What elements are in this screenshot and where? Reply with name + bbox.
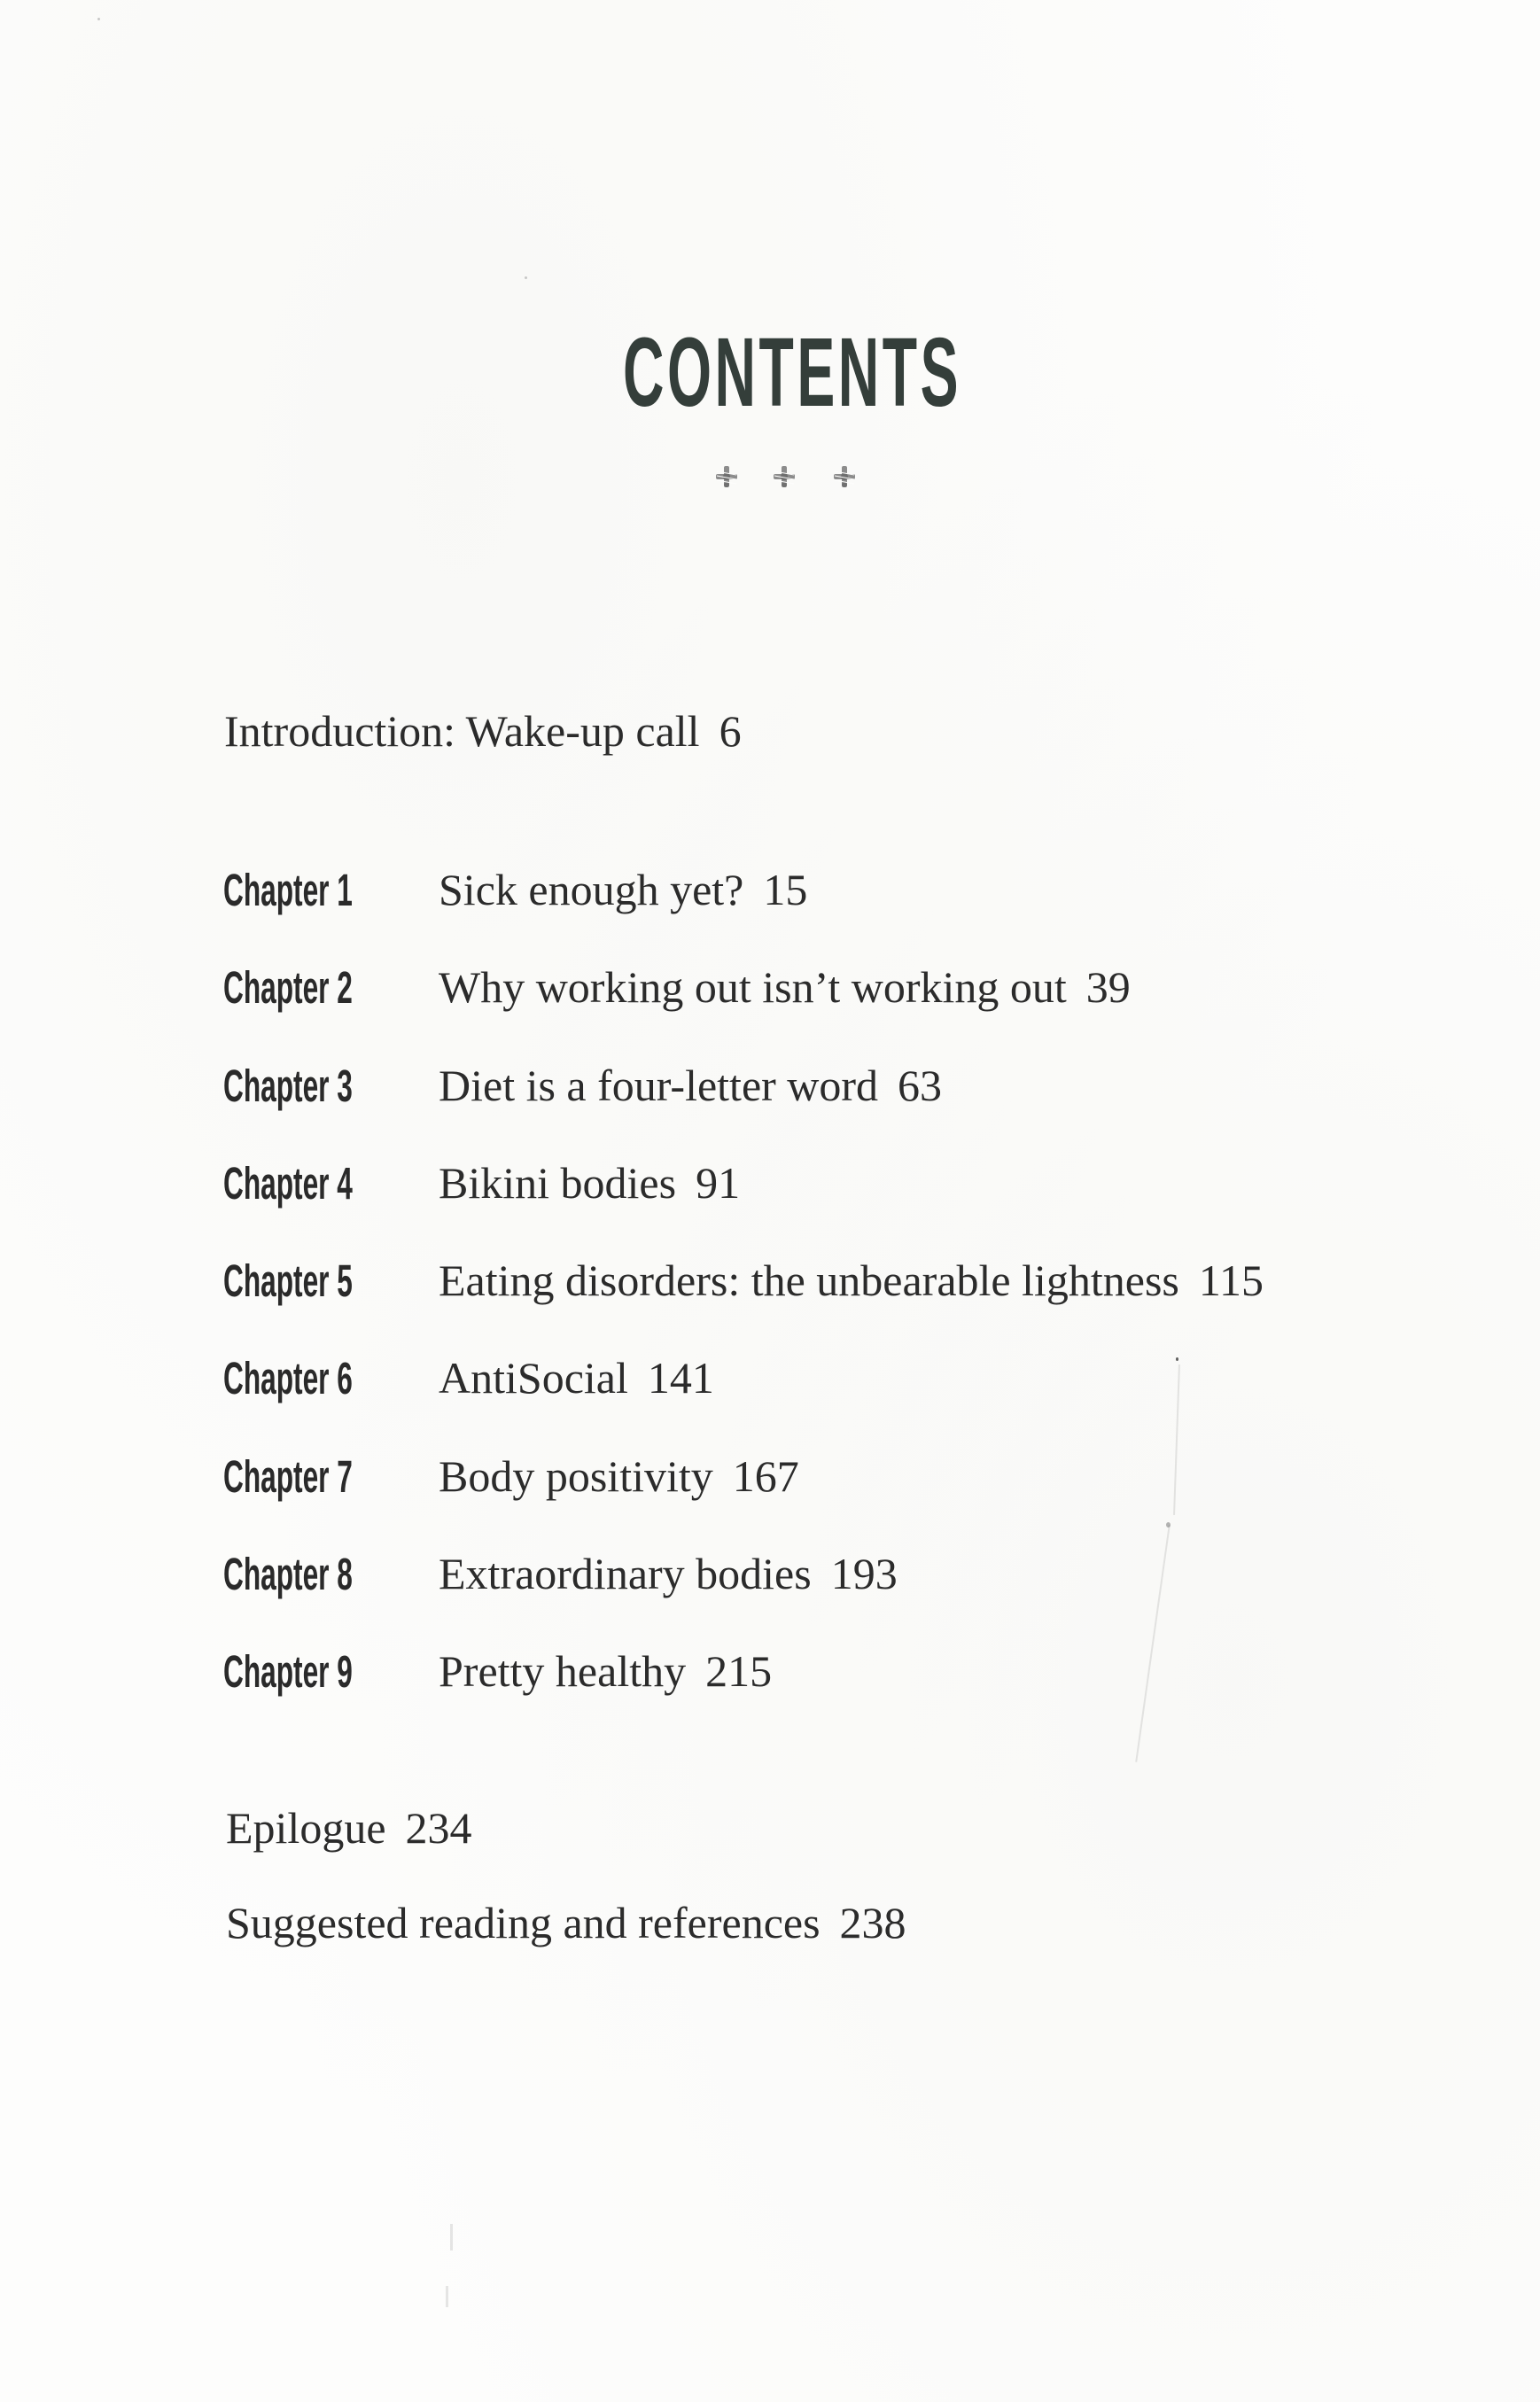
chapter-title: Bikini bodies bbox=[439, 1158, 677, 1208]
entry-title: Suggested reading and references bbox=[226, 1898, 821, 1947]
toc-entry-suggested-reading[interactable] bbox=[226, 1898, 906, 1947]
page-title: CONTENTS bbox=[622, 318, 962, 427]
chapter-title: Sick enough yet? bbox=[439, 865, 744, 914]
chapter-title: Pretty healthy bbox=[439, 1646, 687, 1696]
chapter-page-number: 15 bbox=[763, 865, 808, 914]
chapter-page-number: 39 bbox=[1085, 962, 1131, 1012]
toc-entry-chapter-3[interactable]: Chapter 3 Diet is a four-letter word 63 bbox=[223, 1061, 943, 1111]
chapter-page-number: 141 bbox=[647, 1353, 714, 1403]
chapter-title: AntiSocial bbox=[439, 1353, 628, 1403]
toc-entry-chapter-5[interactable]: Chapter 5 Eating disorders: the unbearable lightness 115 bbox=[223, 1255, 1264, 1306]
entry-title: Introduction: Wake-up call bbox=[224, 706, 700, 756]
chapter-page-number: 215 bbox=[705, 1646, 773, 1696]
chapter-page-number: 193 bbox=[830, 1549, 898, 1598]
chapter-page-number: 167 bbox=[732, 1451, 799, 1501]
toc-entry-chapter-8[interactable]: Chapter 8 Extraordinary bodies 193 bbox=[223, 1549, 898, 1599]
chapter-title: Body positivity bbox=[439, 1451, 713, 1501]
entry-page-number: 6 bbox=[719, 706, 742, 756]
toc-entry-chapter-2[interactable]: Chapter 2 Why working out isn’t working out 39 bbox=[223, 962, 1131, 1013]
title-ornaments bbox=[0, 464, 1540, 491]
scan-artifact-dot bbox=[1166, 1522, 1171, 1527]
toc-entry-chapter-1[interactable]: Chapter 1 Sick enough yet? 15 bbox=[223, 865, 808, 915]
chapter-title: Extraordinary bodies bbox=[439, 1549, 812, 1598]
chapter-title: Eating disorders: the unbearable lightness bbox=[439, 1255, 1179, 1305]
entry-page-number: 238 bbox=[839, 1898, 906, 1947]
chapter-title: Why working out isn’t working out bbox=[439, 962, 1067, 1012]
chapter-page-number: 63 bbox=[898, 1061, 943, 1110]
scan-artifact-dot bbox=[97, 18, 100, 20]
entry-title: Epilogue bbox=[226, 1803, 386, 1853]
fleuron-cross-icon bbox=[772, 464, 797, 489]
toc-entry-chapter-6[interactable]: Chapter 6 AntiSocial 141 bbox=[223, 1353, 714, 1403]
chapter-page-number: 115 bbox=[1198, 1255, 1264, 1305]
scan-artifact-dot bbox=[525, 276, 527, 279]
scan-artifact-line bbox=[446, 2286, 448, 2307]
toc-entry-chapter-7[interactable]: Chapter 7 Body positivity 167 bbox=[223, 1451, 799, 1502]
toc-entry-chapter-9[interactable]: Chapter 9 Pretty healthy 215 bbox=[223, 1646, 773, 1697]
toc-entry-introduction[interactable] bbox=[224, 706, 742, 756]
toc-entry-chapter-4[interactable]: Chapter 4 Bikini bodies 91 bbox=[223, 1158, 741, 1209]
scan-artifact-line bbox=[450, 2224, 453, 2250]
chapter-page-number: 91 bbox=[696, 1158, 741, 1208]
fleuron-cross-icon bbox=[714, 464, 739, 489]
fleuron-cross-icon bbox=[832, 464, 857, 489]
toc-entry-epilogue[interactable] bbox=[226, 1803, 472, 1853]
chapter-title: Diet is a four-letter word bbox=[439, 1061, 879, 1110]
scan-artifact-dot bbox=[1176, 1357, 1178, 1361]
entry-page-number: 234 bbox=[405, 1803, 472, 1853]
